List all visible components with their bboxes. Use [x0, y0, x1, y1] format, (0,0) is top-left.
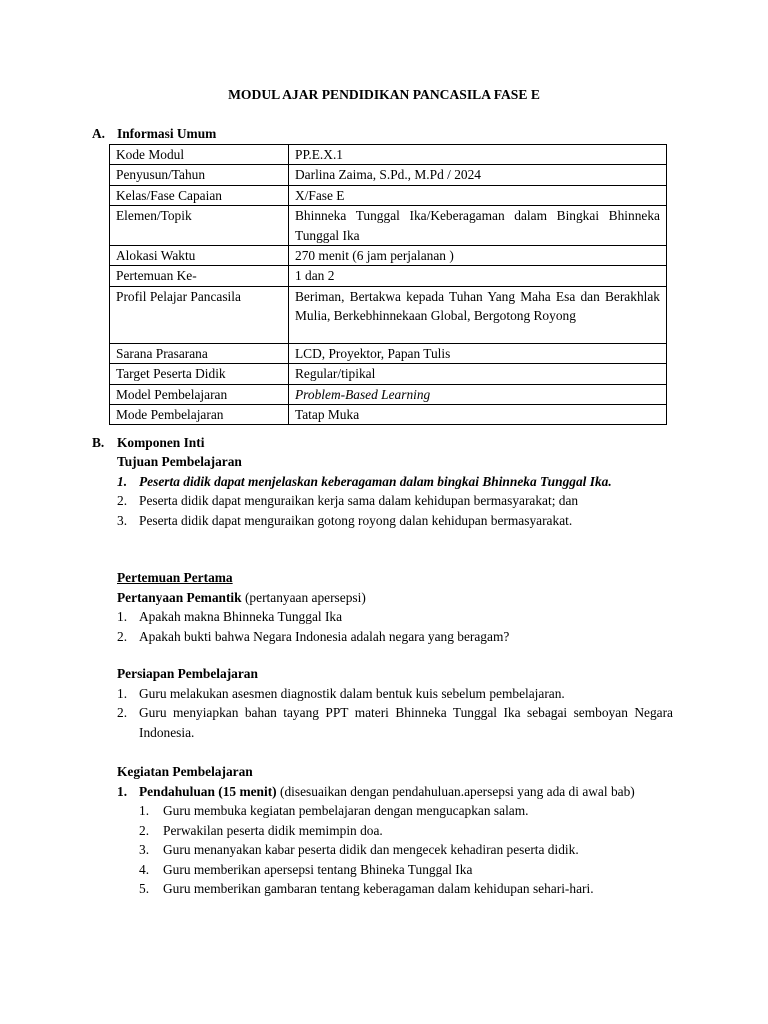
list-text: Peserta didik dapat menguraikan kerja sama dalam kehidupan bermasyarakat; dan [139, 493, 579, 508]
info-table [109, 144, 667, 425]
table-key: Alokasi Waktu [110, 246, 289, 266]
table-value: Bhinneka Tunggal Ika/Keberagaman dalam Bingkai Bhinneka Tunggal Ika [289, 206, 667, 246]
list-item [139, 860, 673, 880]
table-value: Beriman, Bertakwa kepada Tuhan Yang Maha Esa dan Berakhlak Mulia, Berkebhinnekaan Global, Bergotong Royong [289, 286, 667, 343]
table-row [110, 165, 667, 185]
table-row [110, 185, 667, 205]
list-number: 4. [139, 861, 150, 877]
table-value: Tatap Muka [289, 405, 667, 425]
section-b-heading [92, 433, 204, 452]
table-value: LCD, Proyektor, Papan Tulis [289, 343, 667, 363]
tujuan-list [117, 472, 673, 531]
list-text: Perwakilan peserta didik memimpin doa. [163, 822, 383, 838]
tujuan-section [117, 452, 673, 530]
list-item [117, 627, 673, 647]
table-key: Profil Pelajar Pancasila [110, 286, 289, 343]
list-text: Peserta didik dapat menguraikan gotong royong dalan kehidupan bermasyarakat. [139, 512, 573, 528]
kegiatan-section [117, 762, 673, 899]
table-row [110, 286, 667, 343]
pendahuluan-label: Pendahuluan (15 menit) [139, 783, 277, 799]
list-item [117, 472, 673, 492]
list-number: 1. [117, 609, 128, 624]
pertemuan-heading: Pertemuan Pertama [117, 570, 233, 585]
persiapan-section [117, 664, 673, 742]
list-item [117, 703, 673, 742]
list-text: Apakah bukti bahwa Negara Indonesia adalah negara yang beragam? [139, 628, 510, 644]
section-b-title: Komponen Inti [117, 435, 205, 450]
list-number: 2. [117, 493, 128, 508]
table-row [110, 266, 667, 286]
pemantik-heading [117, 588, 673, 608]
table-value: Regular/tipikal [289, 364, 667, 384]
list-text: Guru memberikan gambaran tentang keberagaman dalam kehidupan sehari-hari. [163, 881, 594, 896]
table-key: Model Pembelajaran [110, 384, 289, 404]
list-text: Guru memberikan apersepsi tentang Bhineka Tunggal Ika [163, 861, 473, 877]
table-row [110, 364, 667, 384]
document-title: MODUL AJAR PENDIDIKAN PANCASILA FASE E [228, 87, 540, 102]
table-row [110, 405, 667, 425]
kegiatan-heading: Kegiatan Pembelajaran [117, 764, 253, 779]
list-text: Guru melakukan asesmen diagnostik dalam bentuk kuis sebelum pembelajaran. [139, 685, 565, 701]
list-number: 1. [139, 803, 150, 818]
table-key: Sarana Prasarana [110, 343, 289, 363]
table-row [110, 246, 667, 266]
list-item [139, 801, 673, 821]
list-item [139, 840, 673, 860]
list-number: 2. [139, 822, 150, 838]
table-key: Penyusun/Tahun [110, 165, 289, 185]
pemantik-note: (pertanyaan apersepsi) [244, 589, 366, 605]
pendahuluan-note: (disesuaikan dengan pendahuluan.apersepsi yang ada di awal bab) [280, 783, 635, 799]
list-item [117, 684, 673, 704]
section-b-letter: B. [92, 435, 105, 450]
persiapan-heading: Persiapan Pembelajaran [117, 666, 258, 681]
list-text: Peserta didik dapat menjelaskan keberagaman dalam bingkai Bhinneka Tunggal Ika. [139, 473, 612, 489]
table-key: Elemen/Topik [110, 206, 289, 246]
list-item [139, 821, 673, 841]
persiapan-list [117, 684, 673, 743]
list-text: Guru menanyakan kabar peserta didik dan mengecek kehadiran peserta didik. [163, 842, 579, 857]
list-number: 1. [117, 473, 128, 489]
pertemuan-section [117, 568, 673, 646]
table-row [110, 384, 667, 404]
pemantik-list [117, 607, 673, 646]
section-a-title: Informasi Umum [117, 126, 217, 141]
table-value: 270 menit (6 jam perjalanan ) [289, 246, 667, 266]
section-a-heading [92, 124, 216, 143]
table-key: Mode Pembelajaran [110, 405, 289, 425]
section-a-letter: A. [92, 126, 106, 141]
table-row [110, 343, 667, 363]
table-value: 1 dan 2 [289, 266, 667, 286]
list-item [117, 511, 673, 531]
table-row [110, 145, 667, 165]
kegiatan-list [117, 782, 673, 802]
list-number: 2. [117, 705, 128, 720]
list-item [139, 879, 673, 899]
list-text: Guru menyiapkan bahan tayang PPT materi Bhinneka Tunggal Ika sebagai semboyan Negara Indonesia. [139, 705, 673, 740]
list-item [117, 491, 673, 511]
tujuan-heading: Tujuan Pembelajaran [117, 454, 242, 469]
list-number: 3. [139, 842, 150, 857]
table-row [110, 206, 667, 246]
pendahuluan-steps [139, 801, 673, 899]
list-number: 1. [117, 783, 128, 799]
table-value-italic: Problem-Based Learning [295, 386, 431, 402]
list-number: 1. [117, 685, 128, 701]
list-text: Apakah makna Bhinneka Tunggal Ika [139, 609, 343, 624]
table-value: Darlina Zaima, S.Pd., M.Pd / 2024 [289, 165, 667, 185]
pemantik-label: Pertanyaan Pemantik [117, 589, 242, 605]
table-value: X/Fase E [289, 185, 667, 205]
table-key: Pertemuan Ke- [110, 266, 289, 286]
list-number: 2. [117, 628, 128, 644]
list-number: 3. [117, 512, 128, 528]
list-item [117, 782, 673, 802]
list-number: 5. [139, 881, 150, 896]
table-key: Kelas/Fase Capaian [110, 185, 289, 205]
list-item [117, 607, 673, 627]
table-key: Target Peserta Didik [110, 364, 289, 384]
table-key: Kode Modul [110, 145, 289, 165]
table-value [289, 384, 667, 404]
table-value: PP.E.X.1 [289, 145, 667, 165]
list-text: Guru membuka kegiatan pembelajaran dengan mengucapkan salam. [163, 803, 529, 818]
